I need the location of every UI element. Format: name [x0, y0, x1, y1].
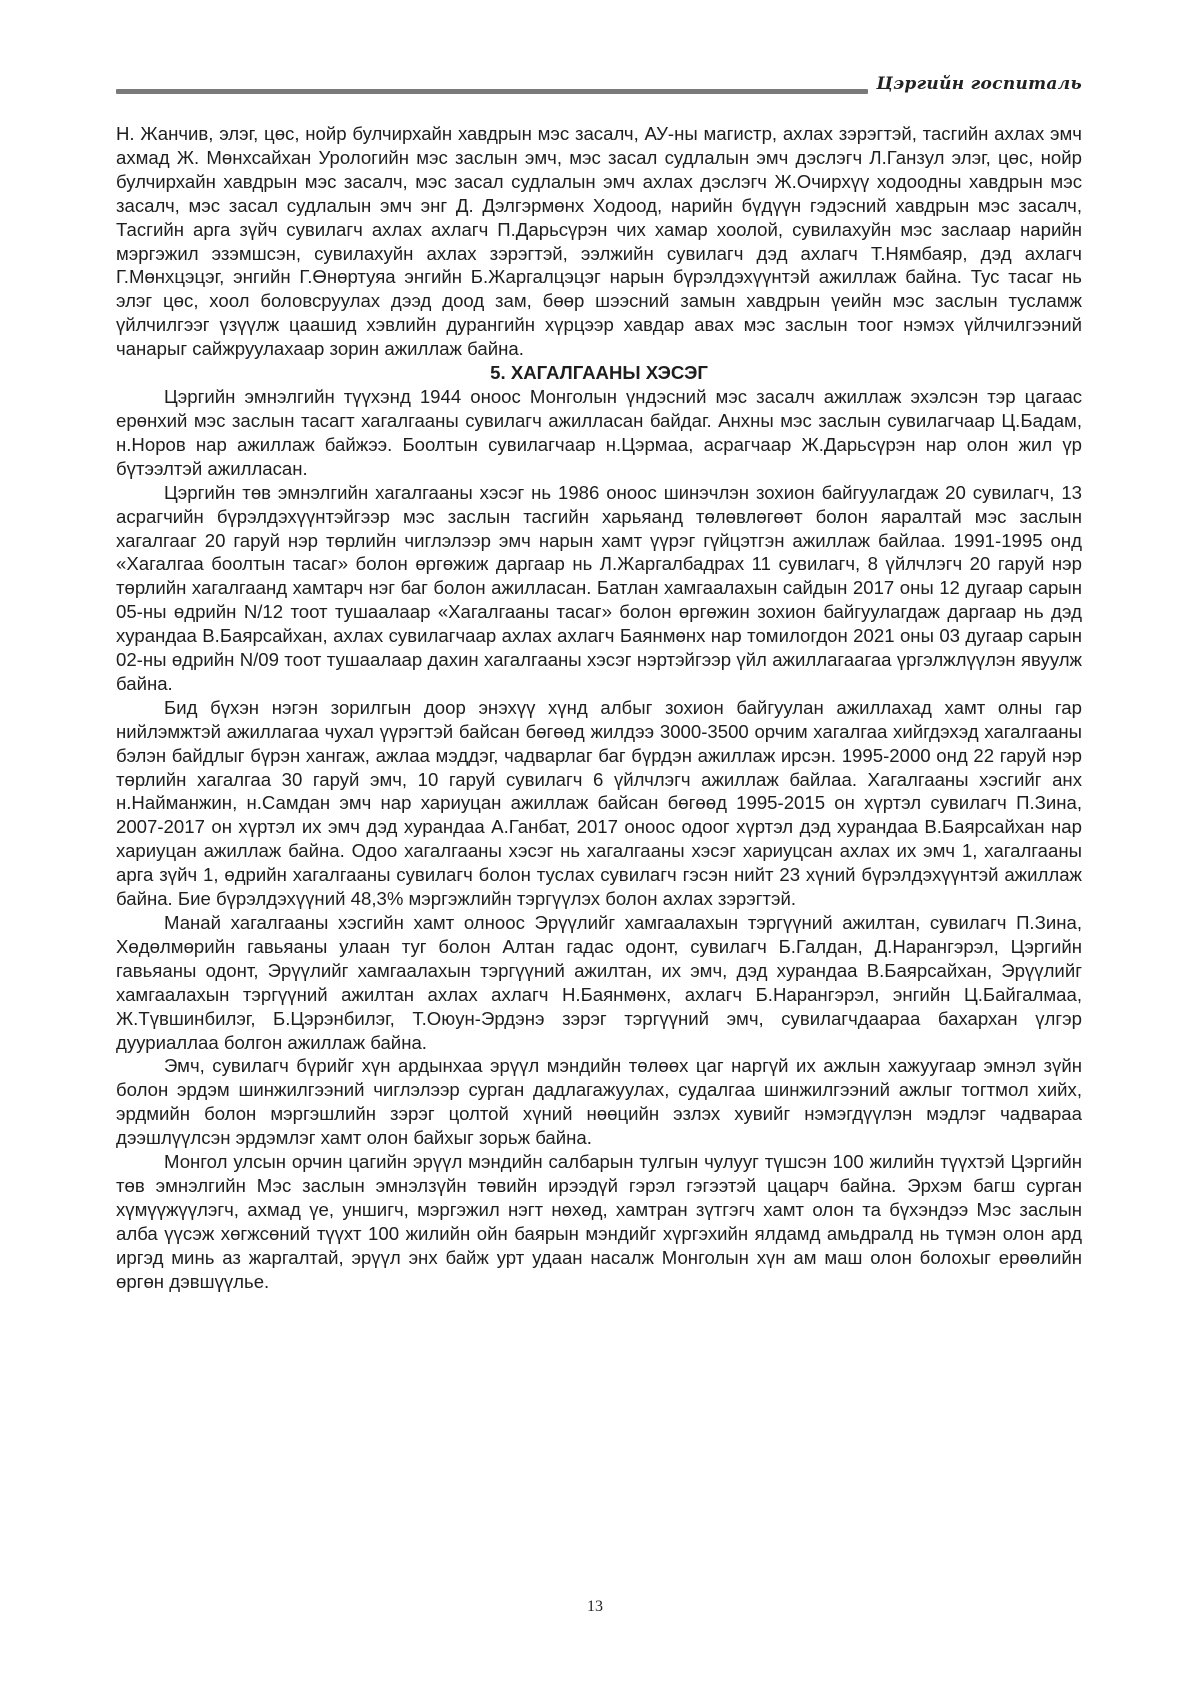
- paragraph: Эмч, сувилагч бүрийг хүн ардынхаа эрүүл мэндийн төлөөх цаг наргүй их ажлын хажуугаар эмнэл зүйн болон эрдэм шинжилгээний чиглэлээр сурган дадлагажуулах, судалгаа шинжилгээний ажлыг тогтмол хийх, эрдмийн болон мэргэшлийн зэрэг цолтой хүний нөөцийн эзлэх хувийг нэмэгдүүлэн мэдлэг чадвараа дээшлүүлсэн эрдэмлэг хамт олон байхыг зорьж байна.: [116, 1055, 1082, 1149]
- paragraph: Монгол улсын орчин цагийн эрүүл мэндийн салбарын тулгын чулууг түшсэн 100 жилийн түүхтэй Цэргийн төв эмнэлгийн Мэс заслын эмнэлзүйн төвийн ирээдүй гэрэл гэгээтэй цацарч байна. Эрхэм багш сурган хүмүүжүүлэгч, ахмад үе, уншигч, мэргэжил нэгт нөхөд, хамтран зүтгэгч хамт олон та бүхэндээ Мэс заслын алба үүсэж хөгжсөний түүхт 100 жилийн ойн баярын мэндийг хүргэхийн ялдамд амьдралд нь түмэн олон ард иргэд минь аз жаргалтай, эрүүл энх байж урт удаан насалж Монголын хүн ам маш олон болохыг ерөөлийн өргөн дэвшүүлье.: [116, 1151, 1082, 1292]
- header-rule: [116, 89, 868, 94]
- body-text: [116, 122, 1082, 1294]
- paragraph: Цэргийн эмнэлгийн түүхэнд 1944 оноос Монголын үндэсний мэс засалч ажиллаж эхэлсэн тэр цагаас ерөнхий мэс заслын тасагт хагалгааны сувилагч ажилласан байдаг. Анхны мэс заслын сувилагчаар Ц.Бадам, н.Норов нар ажиллаж байжээ. Боолтын сувилагчаар н.Цэрмаа, асрагчаар Ж.Дарьсүрэн нар олон жил үр бүтээлтэй ажилласан.: [116, 386, 1082, 479]
- page-number: 13: [587, 1598, 603, 1615]
- paragraph: Цэргийн төв эмнэлгийн хагалгааны хэсэг нь 1986 оноос шинэчлэн зохион байгуулагдаж 20 сувилагч, 13 асрагчийн бүрэлдэхүүнтэйгээр мэс заслын тасгийн харьяанд төлөвлөгөөт болон яаралтай мэс заслын хагалгааг 20 гаруй нэр төрлийн чиглэлээр эмч нарын хамт үүрэг гүйцэтгэн ажиллаж байлаа. 1991-1995 онд «Хагалгаа боолтын тасаг» болон өргөжиж даргаар нь Л.Жаргалбадрах 11 сувилагч, 8 үйлчлэгч 20 гаруй нэр төрлийн хагалгаанд хамтарч нэг баг болон ажилласан. Батлан хамгаалахын сайдын 2017 оны 12 дугаар сарын 05-ны өдрийн N/12 тоот тушаалаар «Хагалгааны тасаг» болон өргөжин зохион байгуулагдаж даргаар нь дэд хурандаа В.Баярсайхан, ахлах сувилагчаар ахлах ахлагч Баянмөнх нар томилогдон 2021 оны 03 дугаар сарын 02-ны өдрийн N/09 тоот тушаалаар дахин хагалгааны хэсэг нэртэйгээр үйл ажиллагаагаа үргэлжлүүлэн явуулж байна.: [116, 481, 1082, 694]
- paragraph: Бид бүхэн нэгэн зорилгын доор энэхүү хүнд албыг зохион байгуулан ажиллахад хамт олны гар нийлэмжтэй ажиллагаа чухал үүрэгтэй байсан бөгөөд жилдээ 3000-3500 орчим хагалгаа хийгдэхэд хагалгааны бэлэн байдлыг бүрэн хангаж, ажлаа мэддэг, чадварлаг баг бүрдэн ажиллаж ирсэн. 1995-2000 онд 22 гаруй нэр төрлийн хагалгаа 30 гаруй эмч, 10 гаруй сувилагч 6 үйлчлэгч ажиллаж байлаа. Хагалгааны хэсгийг анх н.Найманжин, н.Самдан эмч нар хариуцан ажиллаж байсан бөгөөд 1995-2015 он хүртэл сувилагч П.Зина, 2007-2017 он хүртэл их эмч дэд хурандаа А.Ганбат, 2017 оноос одоог хүртэл дэд хурандаа В.Баярсайхан нар хариуцан ажиллаж байна. Одоо хагалгааны хэсэг нь хагалгааны хэсэг хариуцсан ахлах их эмч 1, хагалгааны арга зүйч 1, өдрийн хагалгааны сувилагч болон туслах сувилагч гэсэн нийт 23 хүний бүрэлдэхүүнтэй ажиллаж байна. Бие бүрэлдэхүүний 48,3% мэргэжлийн тэргүүлэх болон ахлах зэрэгтэй.: [116, 696, 1082, 910]
- section-heading: 5. ХАГАЛГААНЫ ХЭСЭГ: [490, 362, 708, 384]
- paragraph-continued: Н. Жанчив, элэг, цөс, нойр булчирхайн хавдрын мэс засалч, АУ-ны магистр, ахлах зэрэгтэй, тасгийн ахлах эмч ахмад Ж. Мөнхсайхан Урологийн мэс заслын эмч, мэс засал судлалын эмч дэслэгч Л.Ганзул элэг, цөс, нойр булчирхайн хавдрын мэс засалч, мэс засал судлалын эмч ахлах дэслэгч Ж.Очирхүү ходоодны хавдрын мэс засалч, мэс засал судлалын эмч энг Д. Дэлгэрмөнх Ходоод, нарийн бүдүүн гэдэсний хавдрын мэс засалч, Тасгийн арга зүйч сувилагч ахлах ахлагч П.Дарьсүрэн чих хамар хоолой, сувилахуйн мэс заслаар нарийн мэргэжил эзэмшсэн, сувилахуйн ахлах зэрэгтэй, ээлжийн сувилагч дэд ахлагч Т.Нямбаяр, дэд ахлагч Г.Мөнхцэцэг, энгийн Г.Өнөртуяа энгийн Б.Жаргалцэцэг нарын бүрэлдэхүүнтэй ажиллаж байна. Тус тасаг нь элэг цөс, хоол боловсруулах дээд доод зам, бөөр шээсний замын хавдрын үеийн мэс заслын тусламж үйлчилгээг үзүүлж цаашид хэвлийн дурангийн хүрцээр хавдар авах мэс заслын тоог нэмэх үйлчилгээний чанарыг сайжруулахаар зорин ажиллаж байна.: [116, 123, 1082, 360]
- running-title: Цэргийн госпиталь: [876, 74, 1082, 94]
- paragraph: Манай хагалгааны хэсгийн хамт олноос Эрүүлийг хамгаалахын тэргүүний ажилтан, сувилагч П.Зина, Хөдөлмөрийн гавьяаны улаан туг болон Алтан гадас одонт, сувилагч Б.Галдан, Д.Нарангэрэл, Цэргийн гавьяаны одонт, Эрүүлийг хамгаалахын тэргүүний ажилтан, их эмч, дэд хурандаа В.Баярсайхан, Эрүүлийг хамгаалахын тэргүүний ажилтан ахлах ахлагч Н.Баянмөнх, ахлагч Б.Нарангэрэл, энгийн Ц.Байгалмаа, Ж.Түвшинбилэг, Б.Цэрэнбилэг, Т.Оюун-Эрдэнэ зэрэг тэргүүний эмч, сувилагчдаараа бахархан үлгэр дууриаллаа болгон ажиллаж байна.: [116, 912, 1082, 1053]
- running-header: [116, 74, 1082, 100]
